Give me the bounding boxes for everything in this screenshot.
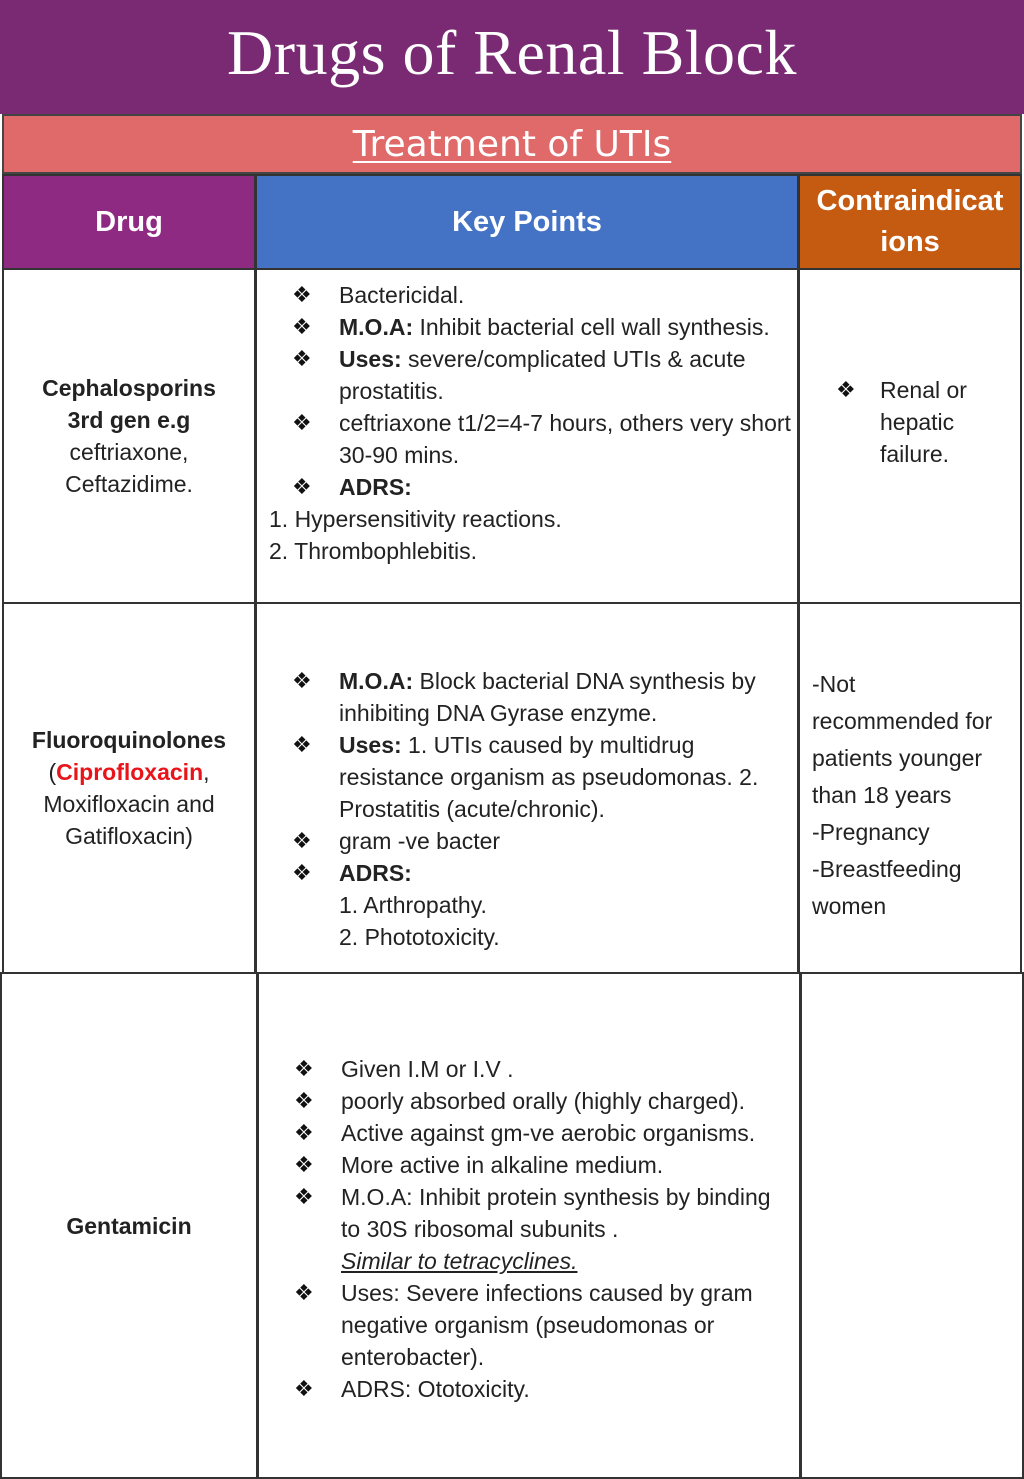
table-row-2-drug — [2, 602, 256, 974]
list-item — [259, 1085, 789, 1117]
key-point-text: Active against gm-ve aerobic organisms. — [341, 1120, 756, 1146]
column-header-drug — [2, 174, 256, 270]
diamond-bullet-icon: ❖ — [294, 1120, 314, 1145]
key-point-label: ADRS: — [339, 860, 412, 886]
drug-class-note: 3rd gen e.g — [67, 407, 191, 433]
list-item — [257, 343, 797, 407]
list-item — [259, 1181, 789, 1277]
key-point-text: More active in alkaline medium. — [341, 1152, 664, 1178]
comma-text: , — [203, 759, 210, 785]
list-item — [257, 729, 781, 825]
key-point-text: ADRS: Ototoxicity. — [341, 1376, 530, 1402]
diamond-bullet-icon: ❖ — [292, 282, 312, 307]
diamond-bullet-icon: ❖ — [292, 860, 312, 885]
list-item — [257, 279, 797, 311]
table-row-1-contraindications — [798, 268, 1022, 604]
drug-name: Cephalosporins — [42, 375, 216, 401]
contra-header-line2: ions — [880, 226, 940, 258]
contraindication-line: -Breastfeeding — [812, 856, 962, 882]
highlighted-drug-name: Ciprofloxacin — [56, 759, 204, 785]
list-item — [800, 374, 1020, 470]
key-point-text: M.O.A: Inhibit protein synthesis by binding to 30S ribosomal subunits . — [341, 1184, 771, 1242]
key-point-note: Similar to tetracyclines. — [341, 1248, 578, 1274]
key-point-text: Uses: Severe infections caused by gram negative organism (pseudomonas or enterobacter). — [341, 1280, 753, 1370]
diamond-bullet-icon: ❖ — [292, 828, 312, 853]
key-point-label: Uses: — [339, 346, 402, 372]
section-heading-bar — [2, 114, 1022, 174]
list-item — [257, 825, 781, 857]
column-header-drug-label: Drug — [95, 205, 163, 238]
diamond-bullet-icon: ❖ — [294, 1280, 314, 1305]
table-row-3-key-points — [257, 972, 801, 1479]
column-header-key-points — [255, 174, 799, 270]
contraindication-line: recommended for — [812, 708, 993, 734]
key-point-label: M.O.A: — [339, 668, 414, 694]
key-point-text: gram -ve bacter — [339, 828, 501, 854]
page-title: Drugs of Renal Block — [227, 17, 797, 88]
adr-item: 2. Phototoxicity. — [339, 924, 500, 950]
list-item — [257, 407, 797, 471]
column-header-contraindications-label — [817, 181, 1004, 263]
diamond-bullet-icon: ❖ — [292, 346, 312, 371]
list-item — [257, 665, 781, 729]
diamond-bullet-icon: ❖ — [292, 732, 312, 757]
contra-header-line1: Contraindicat — [816, 185, 1004, 217]
key-point-label: ADRS: — [339, 474, 412, 500]
contraindication-line: -Pregnancy — [812, 819, 930, 845]
column-header-contraindications — [798, 174, 1022, 270]
diamond-bullet-icon: ❖ — [294, 1184, 314, 1209]
paren-text: ( — [48, 759, 57, 785]
list-item — [257, 311, 797, 343]
key-point-text: Block bacterial DNA synthesis by inhibiting DNA Gyrase enzyme. — [339, 668, 756, 726]
page-title-bar — [0, 0, 1024, 114]
diamond-bullet-icon: ❖ — [294, 1152, 314, 1177]
adr-item: 1. Arthropathy. — [339, 892, 487, 918]
key-point-label: M.O.A: — [339, 314, 414, 340]
adr-item: 1. Hypersensitivity reactions. — [269, 506, 562, 532]
list-item — [257, 471, 797, 503]
diamond-bullet-icon: ❖ — [294, 1056, 314, 1081]
key-point-text: poorly absorbed orally (highly charged). — [341, 1088, 745, 1114]
adr-item: 2. Thrombophlebitis. — [269, 538, 477, 564]
key-point-text: severe/complicated UTIs & acute prostatitis. — [339, 346, 746, 404]
table-row-1-key-points — [255, 268, 799, 604]
drug-example: ceftriaxone, — [69, 439, 189, 465]
key-point-text: Given I.M or I.V . — [341, 1056, 514, 1082]
table-row-3-drug — [0, 972, 258, 1479]
section-heading: Treatment of UTIs — [352, 123, 672, 165]
contraindication-line: than 18 years — [812, 782, 952, 808]
contraindication-text: Renal or hepatic failure. — [880, 377, 967, 467]
drug-name: Gentamicin — [66, 1212, 192, 1239]
drug-example: Moxifloxacin and — [43, 791, 215, 817]
diamond-bullet-icon: ❖ — [292, 410, 312, 435]
table-row-2-contraindications — [798, 602, 1022, 974]
drug-example: Ceftazidime. — [65, 471, 193, 497]
drug-name: Fluoroquinolones — [31, 727, 227, 753]
key-point-text: Bactericidal. — [339, 282, 465, 308]
diamond-bullet-icon: ❖ — [836, 377, 856, 402]
table-row-2-key-points — [255, 602, 799, 974]
list-item — [259, 1117, 789, 1149]
contraindication-line: -Not — [812, 671, 856, 697]
list-item — [259, 1053, 789, 1085]
key-point-text: 1. UTIs caused by multidrug resistance organism as pseudomonas. 2. Prostatitis (acute/chronic). — [339, 732, 759, 822]
table-row-1-drug — [2, 268, 256, 604]
list-item — [259, 1373, 789, 1405]
list-item — [259, 1149, 789, 1181]
column-header-key-points-label: Key Points — [452, 205, 602, 238]
key-point-text: ceftriaxone t1/2=4-7 hours, others very short 30-90 mins. — [339, 410, 791, 468]
key-point-label: Uses: — [339, 732, 402, 758]
drug-example: Gatifloxacin) — [65, 823, 193, 849]
diamond-bullet-icon: ❖ — [292, 314, 312, 339]
diamond-bullet-icon: ❖ — [294, 1376, 314, 1401]
diamond-bullet-icon: ❖ — [292, 474, 312, 499]
diamond-bullet-icon: ❖ — [294, 1088, 314, 1113]
list-item — [257, 857, 781, 889]
diamond-bullet-icon: ❖ — [292, 668, 312, 693]
key-point-text: Inhibit bacterial cell wall synthesis. — [413, 314, 770, 340]
table-row-3-contraindications — [800, 972, 1024, 1479]
list-item — [259, 1277, 789, 1373]
contraindication-line: women — [812, 893, 887, 919]
contraindication-line: patients younger — [812, 745, 983, 771]
